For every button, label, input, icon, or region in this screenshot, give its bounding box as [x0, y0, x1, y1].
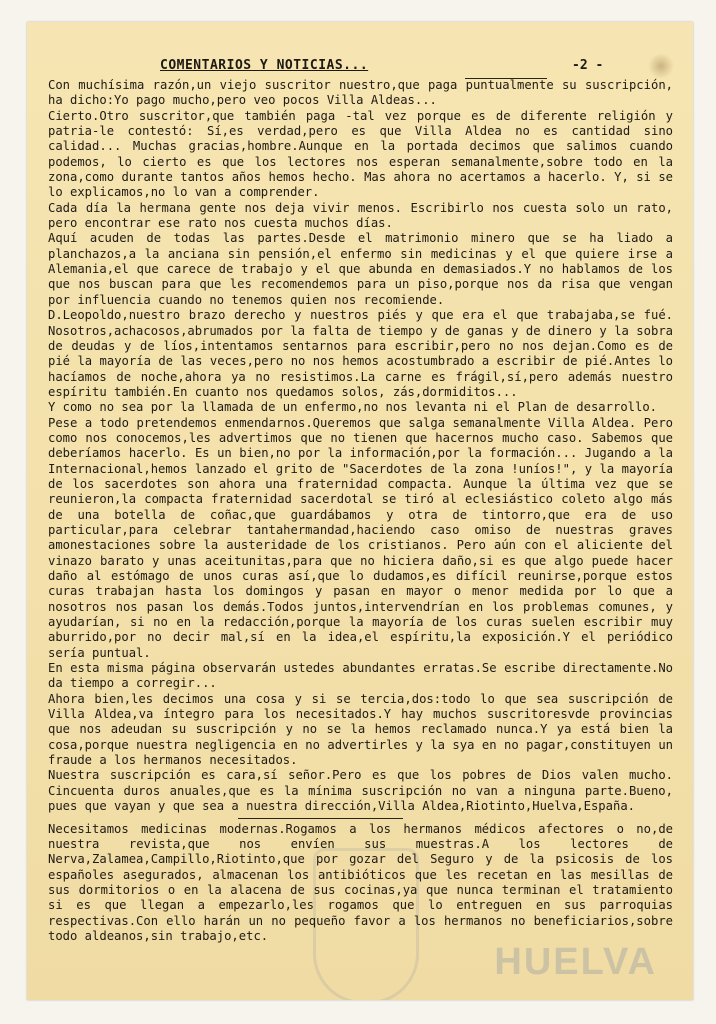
- paragraph: Pese a todo pretendemos enmendarnos.Queremos que salga semanalmente Villa Aldea. Pero como nos conocemos,les advertimos que no tienen que hacernos mucho caso. Sabemos que deberíamos hacerlo. Es un bien,no por la información,por la formación... Jugando a la Internacional,hemos lanzado el grito de "Sacerdotes de la zona !uníos!", y la mayoría de los sacerdotes son ahora una fraternidad compacta. Aunque la última vez que se reunieron,la compacta fraternidad sacerdotal se tiró al eclesiástico coleto algo más de una botella de coñac,que guardábamos y otra de tintorro,que era de uso particular,para celebrar tantahermandad,haciendo caso omiso de nuestras graves amonestaciones sobre la austeridade de los cristianos. Pero aún con el aliciente del vinazo barato y unas aceitunitas,para que no hiciera daño,si es que algo puede hacer daño al estómago de unos curas así,que lo dudamos,es difícil reunirse,porque estos curas trabajan hasta los domingos y pasan en mayor o menor medida por lo que a nosotros nos pasan los demás.Todos juntos,intervendrían en los problemas comunes, y ayudarían, si no en la redacción,porque la mayoría de los curas suelen escribir muy aburrido,por no decir mal,sí en la idea,el espíritu,la exposición.Y el periódico sería puntual.: [48, 415, 673, 660]
- document-page: [27, 22, 693, 1000]
- paragraph: Cada día la hermana gente nos deja vivir menos. Escribirlo nos cuesta solo un rato, pero encontrar ese rato nos cuesta muchos días.: [48, 200, 673, 231]
- section-divider: [238, 818, 403, 819]
- archive-watermark: HUELVA: [494, 941, 657, 983]
- page-title: COMENTARIOS Y NOTICIAS...: [160, 58, 369, 73]
- paragraph: Con muchísima razón,un viejo suscritor nuestro,que paga puntualmente su suscripción, ha dicho:Yo pago mucho,pero veo pocos Villa Aldeas...: [48, 78, 673, 108]
- paragraph: Y como no sea por la llamada de un enfermo,no nos levanta ni el Plan de desarrollo.: [48, 400, 658, 415]
- article-body: [48, 78, 673, 944]
- page-number: -2 -: [572, 58, 604, 73]
- paragraph: Ahora bien,les decimos una cosa y si se tercia,dos:todo lo que sea suscripción de Villa Aldea,va íntegro para los necesitados.Y hay muchos suscritoresvde provincias que nos adeudan su suscripción y no se la hemos reclamado nunca.Y ya está bien la cosa,porque nuestra negligencia en no advertirles y la sya en no pagar,constituyen un fraude a los hermanos necesitados.: [48, 691, 673, 768]
- closing-paragraph: Necesitamos medicinas modernas.Rogamos a los hermanos médicos afectores o no,de nuestra revista,que nos envíen sus muestras.A los lectores de Nerva,Zalamea,Campillo,Riotinto,que por gozar del Seguro y de la psicosis de los españoles asegurados, almacenan los antibióticos que les recetan en las mesillas de sus dormitorios o en la alacena de sus cocinas,ya que nunca terminan el tratamiento si es que llegan a empezarlo,les rogamos que lo entreguen en sus parroquias respectivas.Con ello harán un no pequeño favor a los hermanos no beneficiarios,sobre todo aldeanos,sin trabajo,etc.: [48, 821, 673, 943]
- paragraph: Nuestra suscripción es cara,sí señor.Pero es que los pobres de Dios valen mucho. Cincuenta duros anuales,que es la mínima suscripción no van a ninguna parte.Bueno, pues que vayan y que sea a nuestra dirección,Villa Aldea,Riotinto,Huelva,España.: [48, 768, 673, 814]
- paragraph: En esta misma página observarán ustedes abundantes erratas.Se escribe directamente.No da tiempo a corregir...: [48, 661, 673, 691]
- paragraph: D.Leopoldo,nuestro brazo derecho y nuestros piés y que era el que trabajaba,se fué. Nosotros,achacosos,abrumados por la falta de tiempo y de ganas y de dinero y la sobra de deudas y de líos,intentamos sentarnos para escribir,pero no nos dejan.Como es de pié la mayoría de las veces,pero no nos hemos acostumbrado a escribir de pié.Antes lo hacíamos de noche,ahora ya no resistimos.La carne es frágil,sí,pero además nuestro espíritu también.En cuanto nos quedamos solos, zás,dormiditos...: [48, 308, 673, 399]
- paragraph: Aquí acuden de todas las partes.Desde el matrimonio minero que se ha liado a planchazos,a la anciana sin pensión,el enfermo sin medicinas y el que quiere irse a Alemania,el que carece de trabajo y el que abunda en demasiados.Y no hablamos de los que nos buscan para que les recomendemos para un piso,porque nos da risa que vengan por influencia cuando no tenemos quien nos recomiende.: [48, 231, 673, 307]
- page-header: [27, 58, 693, 78]
- paragraph: Cierto.Otro suscritor,que también paga -tal vez porque es de diferente religión y patria-le contestó: Sí,es verdad,pero es que Villa Aldea no es cantidad sino calidad... Muchas gracias,hombre.Aunque en la portada decimos que salimos cuando podemos, lo cierto es que los lectores nos esperan semanalmente,sobre todo en la zona,como durante tantos años hemos hecho. Mas ahora no acertamos a hacerlo. Y, si se lo explicamos,no lo van a comprender.: [48, 108, 673, 200]
